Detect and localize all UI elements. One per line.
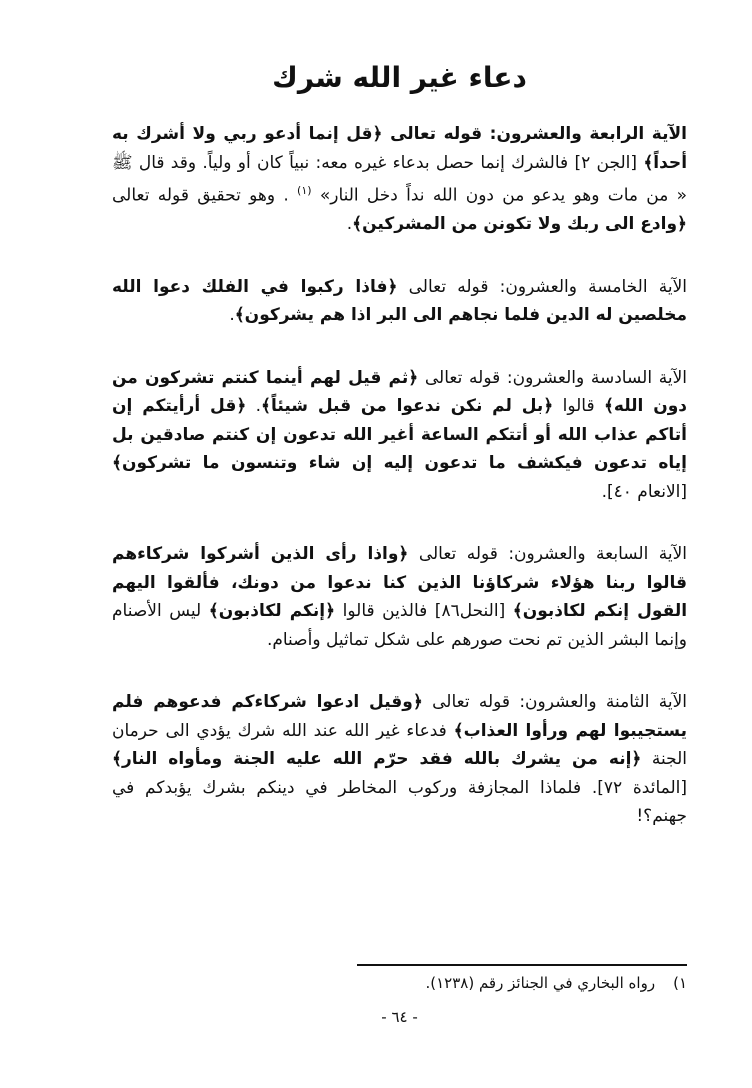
page-footer <box>112 964 687 1026</box>
verse-heading: الآية السابعة والعشرون: قوله تعالى <box>418 544 687 565</box>
quran-quote: ﴿واذا رأى الذين أشركوا شركاءهم قالوا ربنا هؤلاء شركاؤنا الذين كنا ندعوا من دونك، فألقوا اليهم القول إنكم لكاذبون﴾ <box>112 544 688 622</box>
paragraph-text: . وهو تحقيق قوله تعالى <box>112 185 289 206</box>
footnote-divider <box>357 964 687 966</box>
paragraph-verse-28 <box>112 688 687 831</box>
quran-quote: ﴿إنه من يشرك بالله فقد حرّم الله عليه الجنة ومأواه النار﴾ <box>112 749 642 770</box>
book-page <box>112 58 687 1058</box>
paragraph-text: فالشرك إنما حصل بدعاء غيره معه: نبياً كان أو ولياً. وقد قال ﷺ « من مات وهو يدعو من دون الله نداً دخل النار» <box>112 152 687 206</box>
quran-quote: ﴿ثم قيل لهم أينما كنتم تشركون من دون الله﴾ <box>112 367 688 417</box>
paragraph-text: قالوا <box>562 396 595 417</box>
quran-quote: ﴿وادع الى ربك ولا تكونن من المشركين﴾ <box>352 214 687 235</box>
verse-heading: الآية الخامسة والعشرون: قوله تعالى <box>408 276 688 297</box>
verse-reference: [الانعام ٤٠]. <box>601 481 687 502</box>
quran-quote: ﴿فاذا ركبوا في الفلك دعوا الله مخلصين له الدين فلما نجاهم الى البر اذا هم يشركون﴾ <box>112 276 687 326</box>
footnote-marker: (١) <box>297 184 312 197</box>
paragraph-text: ليس الأصنام وإنما البشر الذين تم نحت صورهم على شكل تماثيل وأصنام. <box>112 601 687 650</box>
paragraph-verse-24 <box>112 120 687 239</box>
paragraph-text: فالذين قالوا <box>342 601 428 622</box>
paragraph-text: . <box>229 305 235 326</box>
paragraph-verse-25 <box>112 273 687 330</box>
paragraph-verse-26 <box>112 364 687 507</box>
verse-heading: الآية السادسة والعشرون: قوله تعالى <box>424 367 687 388</box>
paragraph-text: فدعاء غير الله عند الله شرك يؤدي الى حرمان الجنة <box>112 720 688 770</box>
paragraph-text: فلماذا المجازفة وركوب المخاطر في دينكم بشرك يؤبدكم في جهنم؟! <box>112 777 687 827</box>
verse-heading: الآية الرابعة والعشرون: قوله تعالى ﴿قل إنما أدعو ربي ولا أشرك به أحداً﴾ <box>112 124 688 173</box>
verse-heading: الآية الثامنة والعشرون: قوله تعالى <box>432 692 688 713</box>
verse-reference: [المائدة ٧٢]. <box>591 777 687 798</box>
page-number: - ٦٤ - <box>381 1008 418 1026</box>
footnote <box>112 972 687 994</box>
page-title: دعاء غير الله شرك <box>272 61 527 94</box>
verse-reference: [النحل٨٦] <box>434 601 506 622</box>
verse-reference: [الجن ٢] <box>574 152 638 173</box>
quran-quote: ﴿إنكم لكاذبون﴾ <box>208 601 336 622</box>
paragraph-text: . <box>255 396 262 417</box>
paragraph-verse-27 <box>112 540 687 654</box>
quran-quote: ﴿وقيل ادعوا شركاءكم فدعوهم فلم يستجيبوا لهم ورأوا العذاب﴾ <box>112 692 687 741</box>
quran-quote: ﴿قل أرأيتكم إن أتاكم عذاب الله أو أتتكم الساعة أغير الله تدعون إن كنتم صادقين بل إياه تدعون فيكشف ما تدعون إليه إن شاء وتنسون ما تشركون﴾ <box>112 396 687 474</box>
quran-quote: ﴿بل لم نكن ندعوا من قبل شيئاً﴾ <box>261 396 554 417</box>
footnote-number: ١) <box>673 974 687 992</box>
footnote-text: رواه البخاري في الجنائز رقم (١٢٣٨). <box>425 974 656 992</box>
paragraph-text: . <box>346 214 353 235</box>
